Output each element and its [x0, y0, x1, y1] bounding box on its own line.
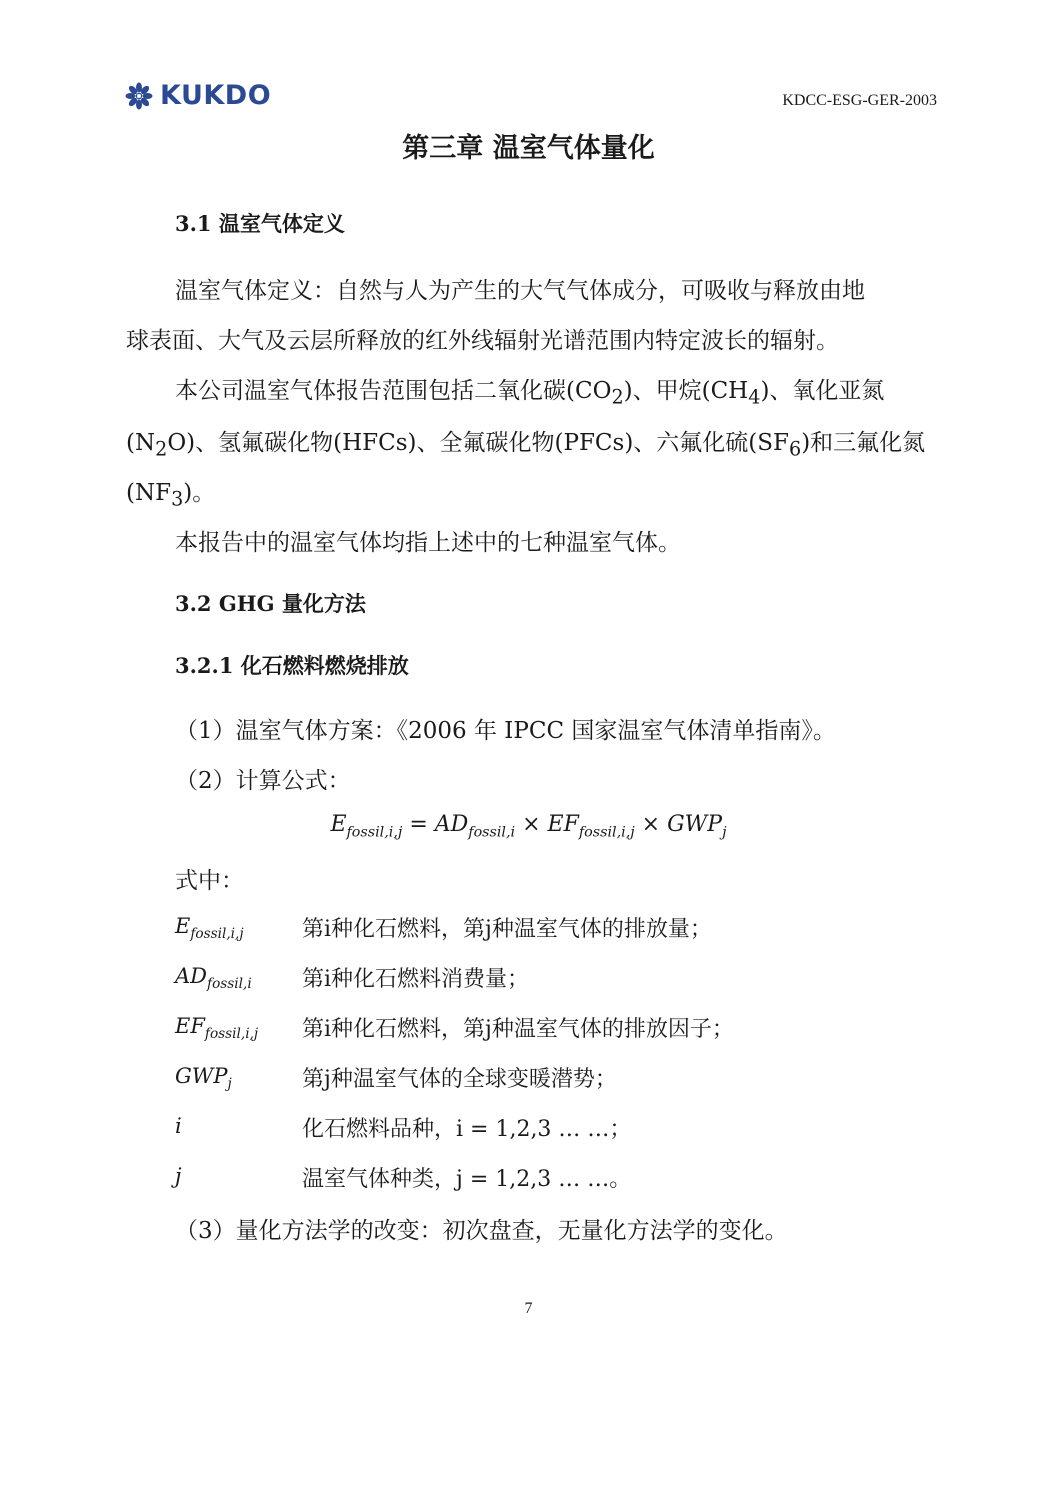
def-desc-ad: 第i种化石燃料消费量；: [302, 967, 530, 992]
item-3-methodology-change: （3）量化方法学的改变：初次盘查，无量化方法学的变化。: [175, 1218, 788, 1244]
section-3-2-heading: 3.2 GHG 量化方法: [175, 591, 366, 616]
company-logo: [124, 80, 271, 111]
def-symbol-gwp: $GWP_j$: [175, 1064, 232, 1093]
document-code: KDCC-ESG-GER-2003: [782, 92, 937, 109]
def-symbol-ad: $AD_{fossil,i}$: [175, 964, 252, 993]
def-symbol-ef: $EF_{fossil,i,j}$: [175, 1014, 259, 1043]
scope-line-3: $(NF_3)$。: [126, 480, 216, 511]
where-label: 式中：: [175, 868, 244, 894]
page-number: 7: [524, 1300, 533, 1317]
def-desc-i: 化石燃料品种，i = 1,2,3 … …；: [302, 1117, 632, 1142]
def-symbol-i: i: [175, 1114, 182, 1138]
chapter-title: 第三章 温室气体量化: [402, 133, 655, 164]
section-3-2-1-heading: 3.2.1 化石燃料燃烧排放: [175, 653, 409, 678]
def-desc-gwp: 第j种温室气体的全球变暖潜势；: [302, 1067, 617, 1092]
def-desc-e: 第i种化石燃料，第j种温室气体的排放量；: [302, 917, 712, 942]
logo-text: KUKDO: [160, 80, 272, 111]
scope-line-2: $(N_2O)$、氢氟碳化物(HFCs)、全氟碳化物(PFCs)、六氟化硫$(SF_6)$和三氟化氮: [126, 430, 926, 461]
def-symbol-j: j: [175, 1164, 182, 1188]
section-3-1-heading: 3.1 温室气体定义: [175, 211, 345, 236]
kukdo-emblem-icon: [124, 81, 154, 111]
definition-line-1: 温室气体定义：自然与人为产生的大气气体成分，可吸收与释放由地: [175, 278, 865, 304]
item-2-formula-label: （2）计算公式：: [175, 768, 351, 794]
definition-line-2: 球表面、大气及云层所释放的红外线辐射光谱范围内特定波长的辐射。: [126, 328, 839, 354]
def-desc-j: 温室气体种类，j = 1,2,3 … …。: [302, 1167, 632, 1192]
def-symbol-e: $E_{fossil,i,j}$: [175, 914, 244, 943]
def-desc-ef: 第i种化石燃料，第j种温室气体的排放因子；: [302, 1017, 734, 1042]
seven-gases-note: 本报告中的温室气体均指上述中的七种温室气体。: [175, 530, 681, 556]
emission-formula: $E_{fossil,i,j} = AD_{fossil,i} \times EF_{fossil,i,j} \times GWP_j$: [330, 812, 727, 841]
scope-line-1: 本公司温室气体报告范围包括二氧化碳$(CO_2)$、甲烷$(CH_4)$、氧化亚氮: [175, 378, 885, 409]
item-1-ghg-scheme: （1）温室气体方案：《2006 年 IPCC 国家温室气体清单指南》。: [175, 718, 836, 744]
